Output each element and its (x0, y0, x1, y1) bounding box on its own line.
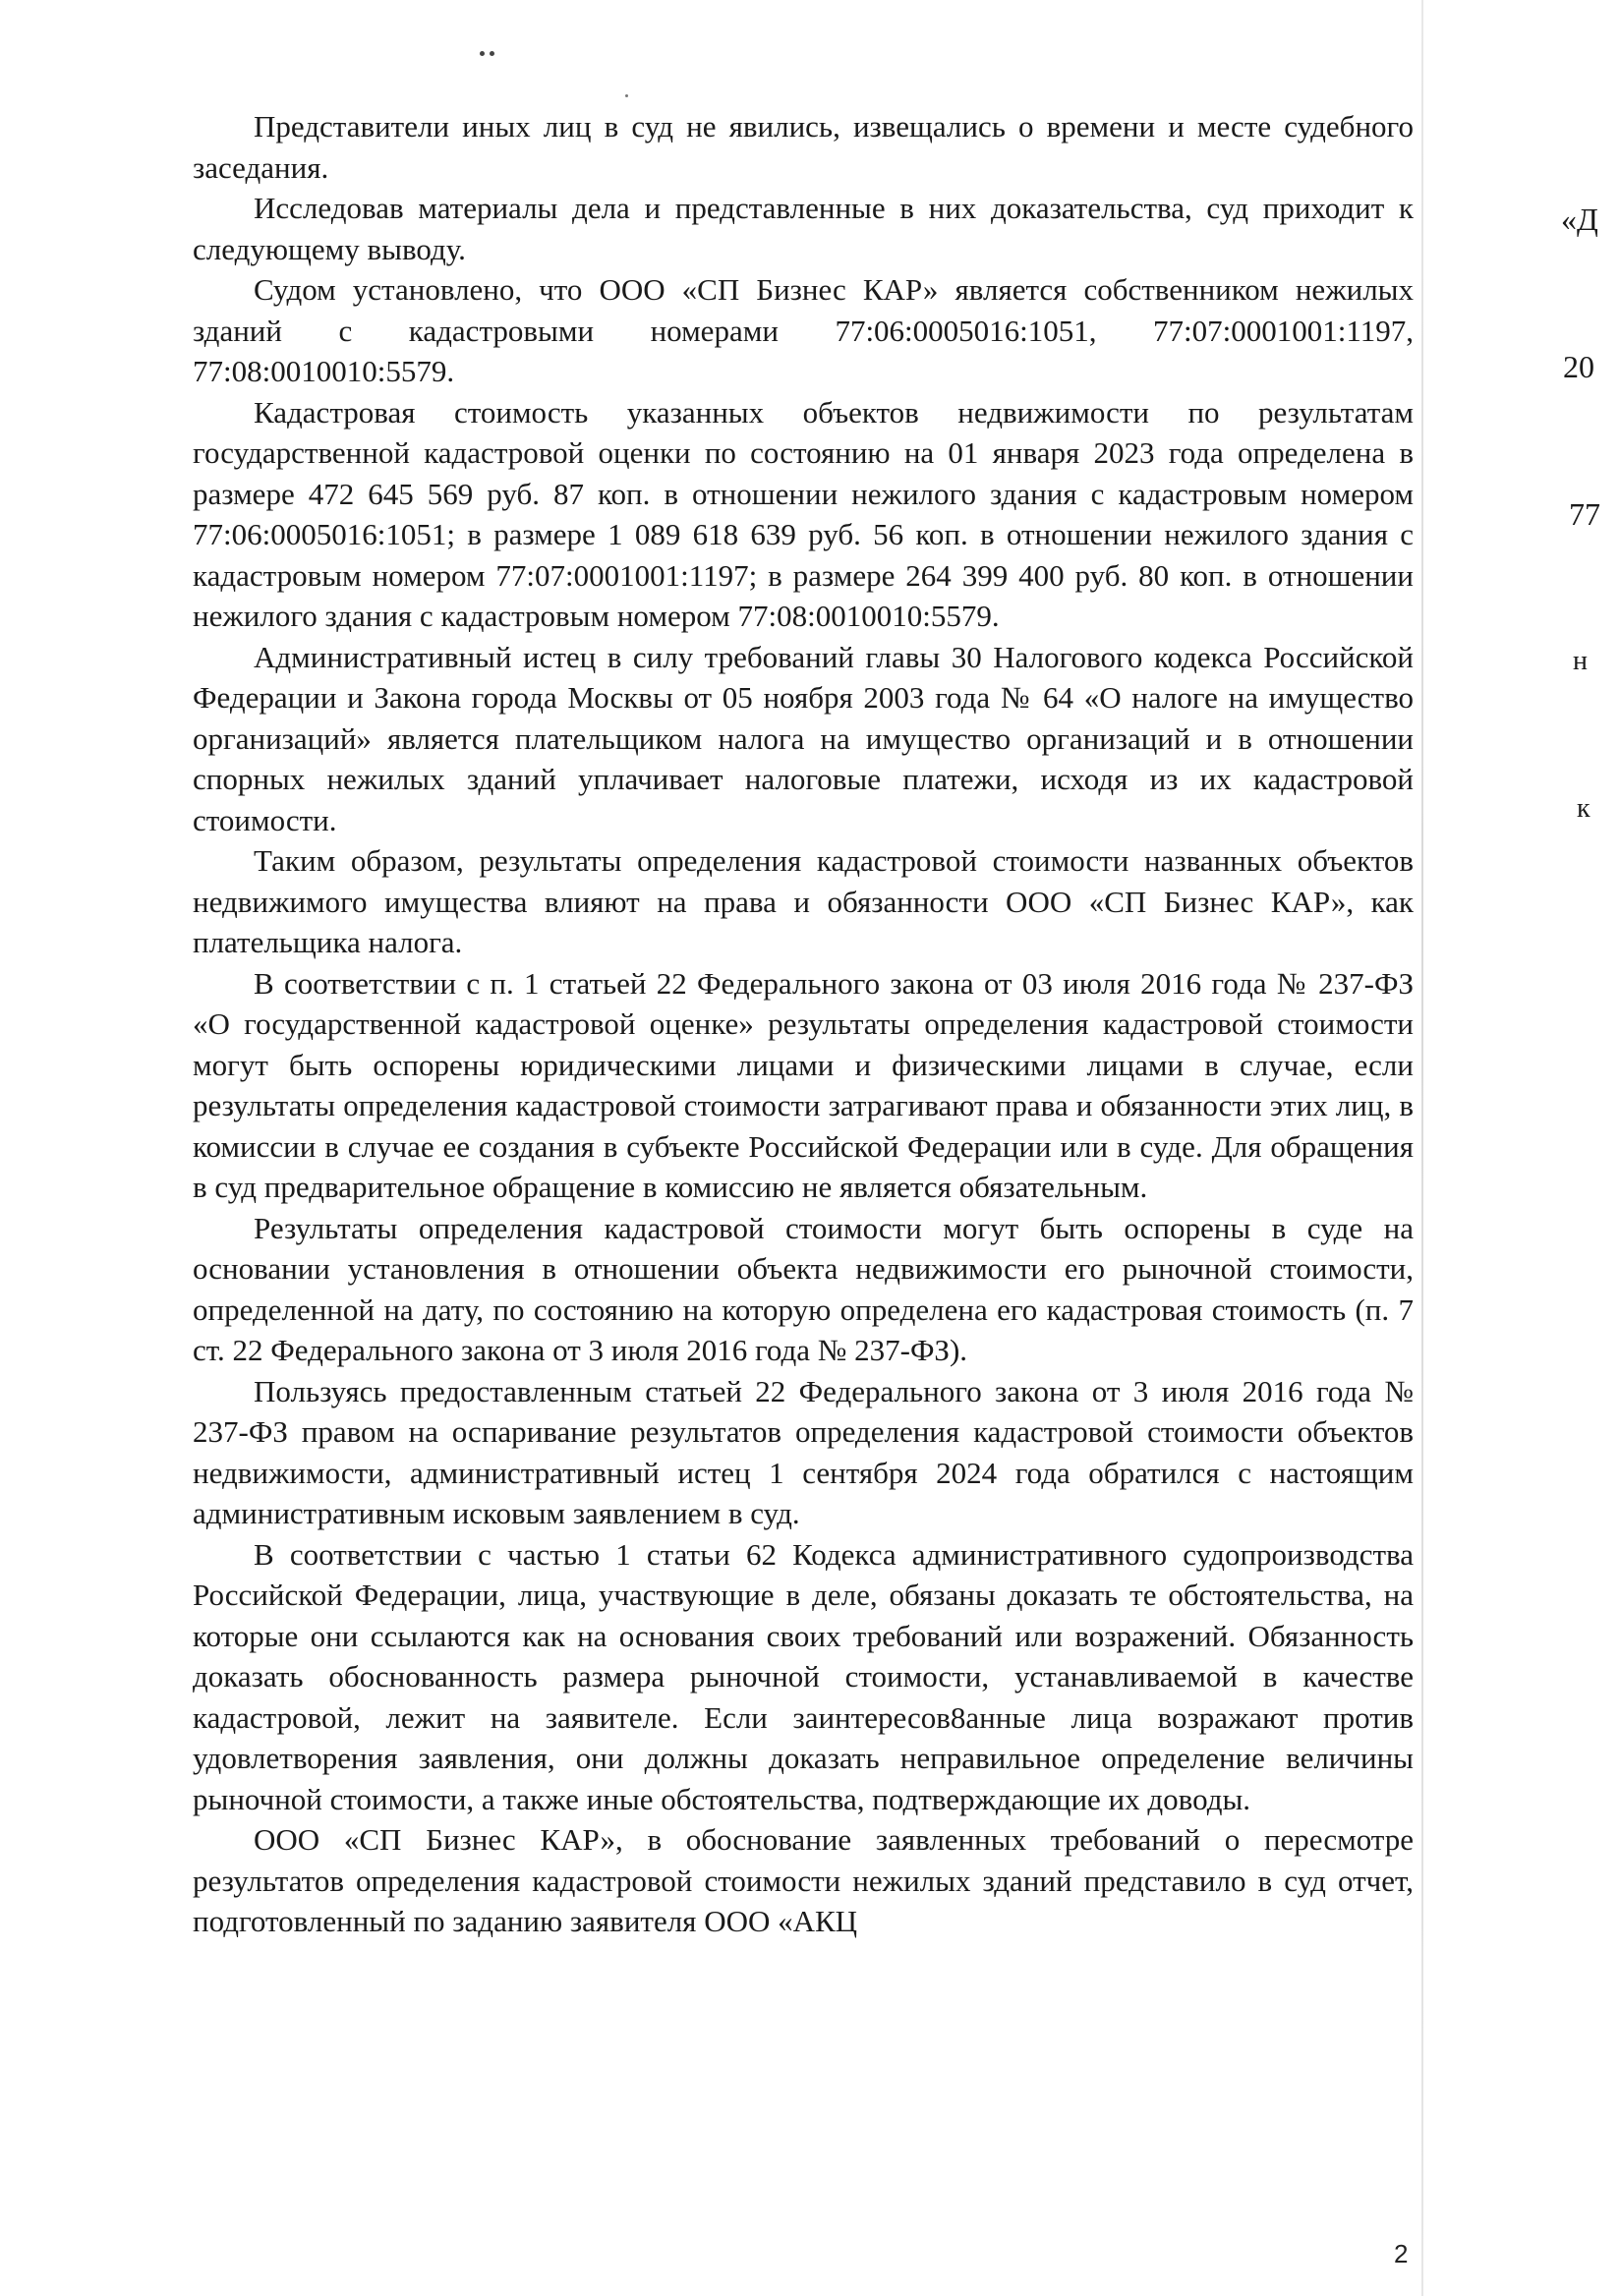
paragraph: Результаты определения кадастровой стоимости могут быть оспорены в суде на основании установления в отношении объекта недвижимости его рыночной стоимости, определенной на дату, по состоянию на которую определена его кадастровая стоимость (п. 7 ст. 22 Федерального закона от 3 июля 2016 года № 237-ФЗ). (193, 1210, 1414, 1367)
document-body (193, 106, 1414, 1942)
fragment-line: 77 (1569, 496, 1600, 532)
paragraph: Таким образом, результаты определения кадастровой стоимости названных объектов недвижимого имущества влияют на права и обязанности ООО «СП Бизнес КАР», как плательщика налога. (193, 843, 1414, 959)
fragment-line: к (1577, 793, 1591, 824)
scan-speck (490, 51, 494, 56)
paragraph: Пользуясь предоставленным статьей 22 Федерального закона от 3 июля 2016 года № 237-ФЗ правом на оспаривание результатов определения кадастровой стоимости объектов недвижимости, административный истец 1 сентября 2024 года обратился с настоящим административным исковым заявлением в суд. (193, 1373, 1414, 1530)
paragraph: В соответствии с частью 1 статьи 62 Кодекса административного судопроизводства Российской Федерации, лица, участвующие в деле, обязаны доказать те обстоятельства, на которые они ссылаются как на основания своих требований или возражений. Обязанность доказать обоснованность размера рыночной стоимости, устанавливаемой в качестве кадастровой, лежит на заявителе. Если заинтересов8анные лица возражают против удовлетворения заявления, они должны доказать неправильное определение величины рыночной стоимости, а также иные обстоятельства, подтверждающие их доводы. (193, 1536, 1414, 1816)
fragment-line: н (1573, 646, 1588, 676)
fragment-line: «Д (1561, 201, 1598, 237)
paragraph: ООО «СП Бизнес КАР», в обоснование заявленных требований о пересмотре результатов определения кадастровой стоимости нежилых зданий представило в суд отчет, подготовленный по заданию заявителя ООО «АКЦ (193, 1822, 1414, 1938)
paragraph: Представители иных лиц в суд не явились, извещались о времени и месте судебного заседания. (193, 109, 1414, 185)
scan-speck (480, 51, 485, 56)
paragraph: Кадастровая стоимость указанных объектов недвижимости по результатам государственной кадастровой оценки по состоянию на 01 января 2023 года определена в размере 472 645 569 руб. 87 коп. в отношении нежилого здания с кадастровым номером 77:06:0005016:1051; в размере 1 089 618 639 руб. 56 коп. в отношении нежилого здания с кадастровым номером 77:07:0001001:1197; в размере 264 399 400 руб. 80 коп. в отношении нежилого здания с кадастровым номером 77:08:0010010:5579. (193, 394, 1414, 633)
paragraph: Судом установлено, что ООО «СП Бизнес КАР» является собственником нежилых зданий с кадастровыми номерами 77:06:0005016:1051, 77:07:0001001:1197, 77:08:0010010:5579. (193, 272, 1414, 388)
adjacent-page-fragment (1561, 96, 1600, 932)
fragment-line: 20 (1563, 349, 1594, 384)
paragraph: В соответствии с п. 1 статьей 22 Федерального закона от 03 июля 2016 года № 237-ФЗ «О государственной кадастровой оценке» результаты определения кадастровой стоимости могут быть оспорены юридическими лицами и физическими лицами в случае, если результаты определения кадастровой стоимости затрагивают права и обязанности этих лиц, в комиссии в случае ее создания в субъекте Российской Федерации или в суде. Для обращения в суд предварительное обращение в комиссию не является обязательным. (193, 965, 1414, 1204)
paragraph: Административный истец в силу требований главы 30 Налогового кодекса Российской Федерации и Закона города Москвы от 05 ноября 2003 года № 64 «О налоге на имущество организаций» является плательщиком налога на имущество организаций и в отношении спорных нежилых зданий уплачивает налоговые платежи, исходя из их кадастровой стоимости. (193, 639, 1414, 837)
paragraph: Исследовав материалы дела и представленные в них доказательства, суд приходит к следующему выводу. (193, 191, 1414, 266)
adjacent-page-edge (1421, 0, 1423, 2296)
scan-speck (625, 94, 628, 97)
page-number: 2 (1394, 2239, 1409, 2268)
